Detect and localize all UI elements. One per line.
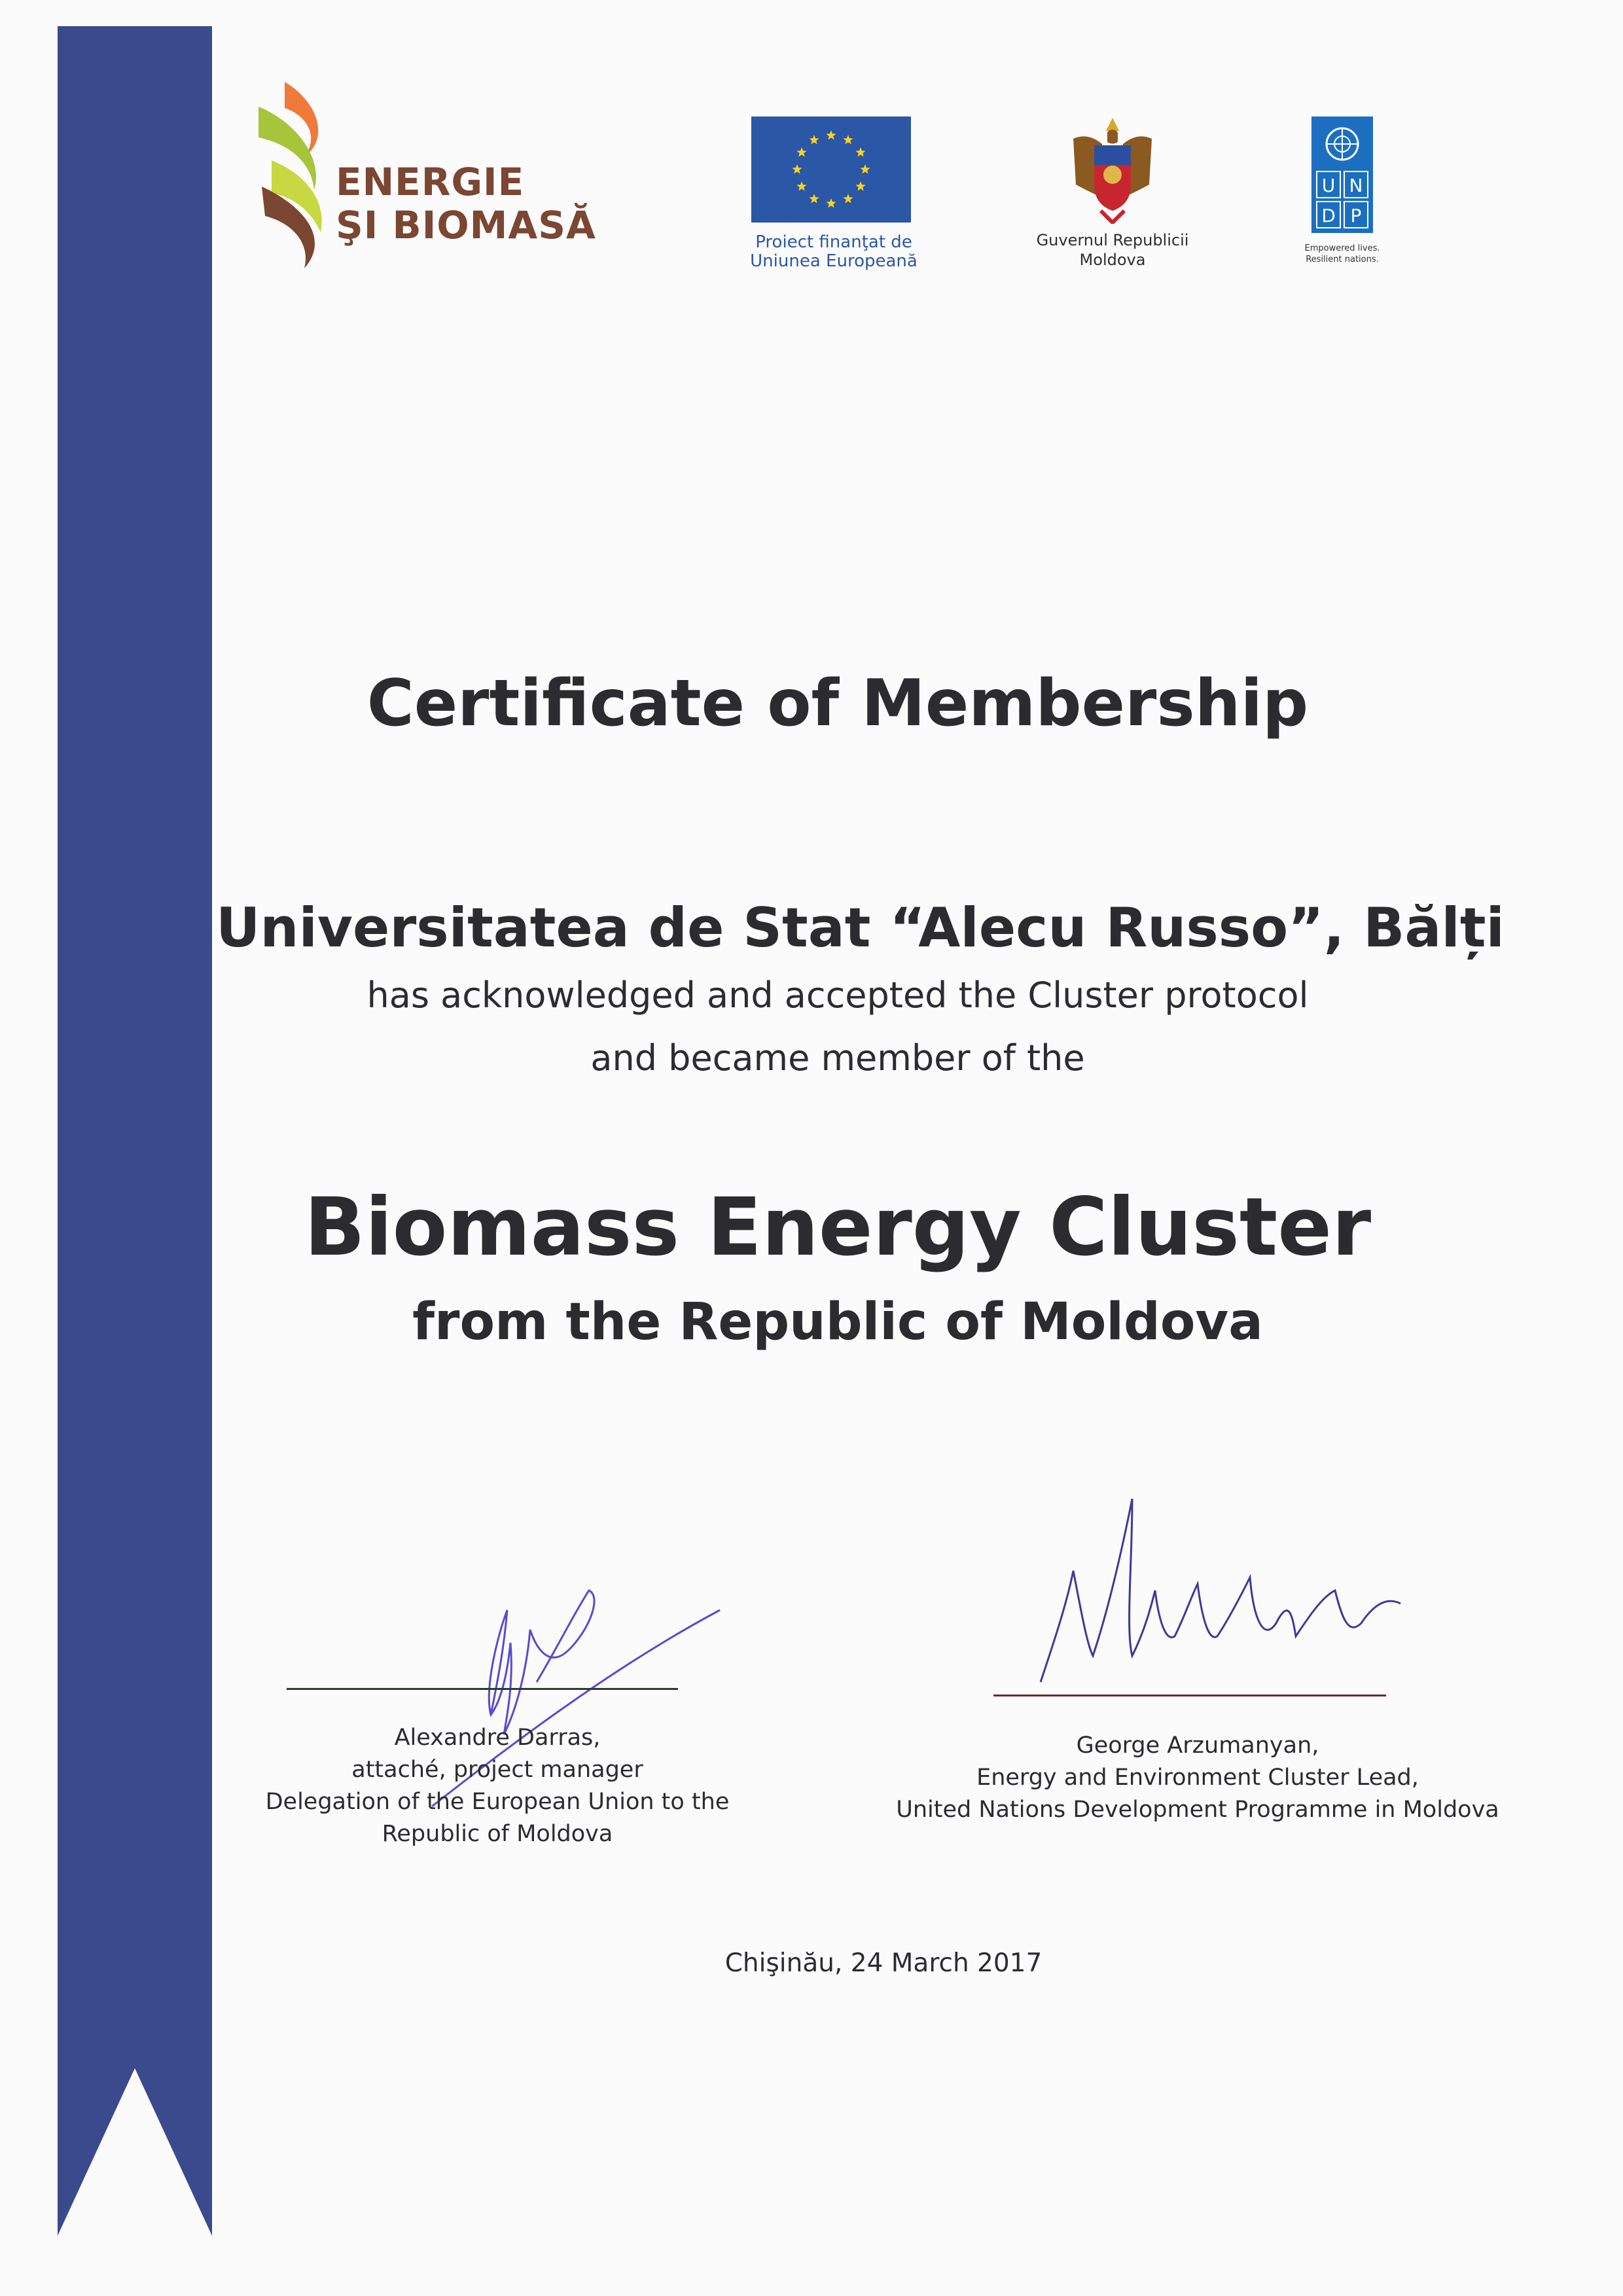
right-signatory-org-line1: United Nations Development Programme in Moldova bbox=[896, 1797, 1499, 1823]
energie-biomasa-line1: ENERGIE bbox=[336, 160, 525, 204]
statement-line1: has acknowledged and accepted the Cluster protocol bbox=[366, 975, 1309, 1016]
cluster-name: Biomass Energy Cluster bbox=[304, 1181, 1372, 1274]
moldova-coat-of-arms-icon bbox=[1068, 113, 1157, 224]
place-date: Chişinău, 24 March 2017 bbox=[724, 1948, 1043, 1978]
energie-biomasa-logo bbox=[259, 75, 625, 272]
statement-line2: and became member of the bbox=[590, 1037, 1085, 1079]
eu-logo bbox=[751, 117, 916, 280]
moldova-government-logo bbox=[1014, 113, 1211, 276]
undp-tagline-line2: Resilient nations. bbox=[1306, 255, 1379, 264]
undp-letter-p: P bbox=[1350, 205, 1362, 226]
eu-caption-line1: Proiect finanţat de bbox=[755, 232, 912, 252]
left-signatory-org-line1: Delegation of the European Union to the bbox=[265, 1789, 730, 1815]
organization-name: Universitatea de Stat “Alecu Russo”, Bălți bbox=[216, 896, 1505, 960]
left-signatory bbox=[249, 1722, 746, 1850]
right-signatory bbox=[883, 1730, 1512, 1826]
undp-box bbox=[1311, 117, 1373, 233]
eu-caption bbox=[749, 233, 919, 271]
undp-tagline bbox=[1283, 243, 1402, 265]
certificate-title: Certificate of Membership bbox=[366, 666, 1309, 741]
undp-tagline-line1: Empowered lives. bbox=[1304, 243, 1380, 253]
flame-icon bbox=[259, 75, 330, 272]
right-signature-line bbox=[993, 1695, 1386, 1696]
left-signatory-org-line2: Republic of Moldova bbox=[382, 1821, 613, 1847]
moldova-caption bbox=[1014, 230, 1211, 270]
eu-flag-icon bbox=[751, 117, 911, 223]
right-signature bbox=[1034, 1486, 1414, 1702]
right-signatory-name: George Arzumanyan, bbox=[1076, 1732, 1319, 1759]
energie-biomasa-line2: ŞI BIOMASĂ bbox=[336, 203, 596, 247]
un-emblem-icon bbox=[1311, 117, 1373, 233]
moldova-caption-line1: Guvernul Republicii bbox=[1036, 231, 1189, 249]
right-signatory-role: Energy and Environment Cluster Lead, bbox=[976, 1765, 1419, 1791]
undp-logo bbox=[1283, 117, 1414, 280]
undp-letter-d: D bbox=[1321, 205, 1336, 226]
undp-letter-n: N bbox=[1349, 175, 1363, 196]
moldova-caption-line2: Moldova bbox=[1079, 251, 1146, 269]
undp-letter-u: U bbox=[1321, 175, 1336, 196]
side-ribbon bbox=[58, 26, 212, 2236]
cluster-location: from the Republic of Moldova bbox=[412, 1293, 1263, 1352]
left-signatory-name: Alexandre Darras, bbox=[394, 1725, 601, 1751]
energie-biomasa-wordmark bbox=[336, 160, 596, 247]
left-signature-line bbox=[287, 1688, 678, 1690]
eu-caption-line2: Uniunea Europeană bbox=[750, 251, 918, 271]
left-signatory-role: attaché, project manager bbox=[351, 1757, 643, 1783]
